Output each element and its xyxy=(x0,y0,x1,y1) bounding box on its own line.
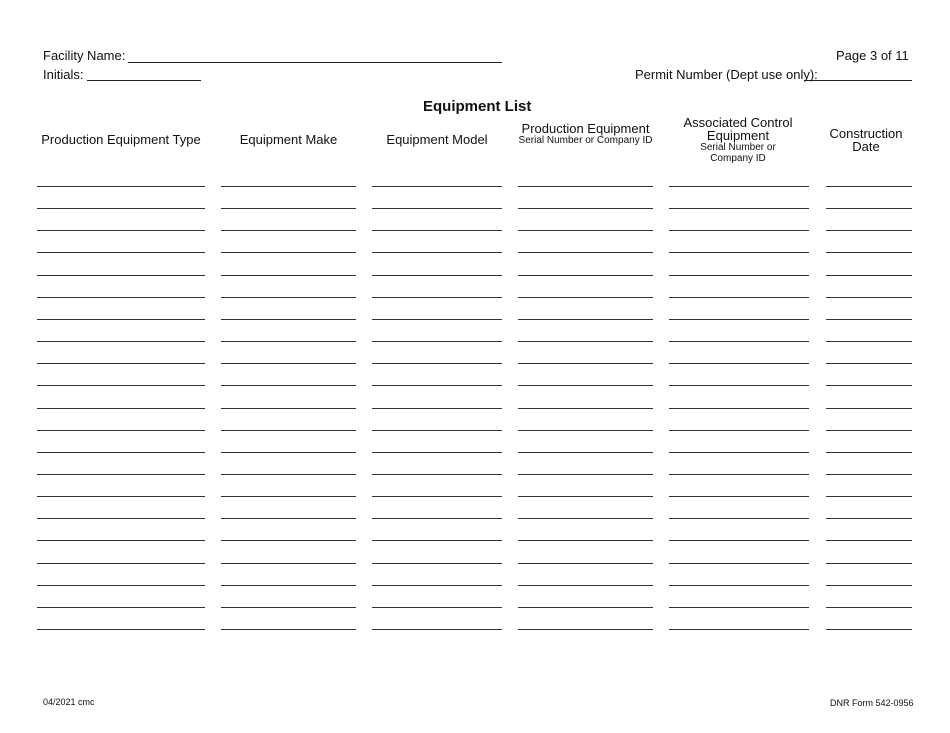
entry-field-row-18-col-2[interactable] xyxy=(221,563,356,564)
entry-field-row-9-col-5[interactable] xyxy=(669,363,809,364)
entry-field-row-17-col-1[interactable] xyxy=(37,540,205,541)
entry-field-row-6-col-5[interactable] xyxy=(669,297,809,298)
entry-field-row-19-col-6[interactable] xyxy=(826,585,912,586)
entry-field-row-5-col-5[interactable] xyxy=(669,275,809,276)
entry-field-row-21-col-4[interactable] xyxy=(518,629,653,630)
entry-field-row-18-col-1[interactable] xyxy=(37,563,205,564)
entry-field-row-2-col-5[interactable] xyxy=(669,208,809,209)
entry-field-row-3-col-5[interactable] xyxy=(669,230,809,231)
entry-field-row-1-col-4[interactable] xyxy=(518,186,653,187)
entry-field-row-4-col-1[interactable] xyxy=(37,252,205,253)
entry-field-row-10-col-4[interactable] xyxy=(518,385,653,386)
entry-field-row-7-col-2[interactable] xyxy=(221,319,356,320)
entry-field-row-5-col-1[interactable] xyxy=(37,275,205,276)
entry-field-row-19-col-4[interactable] xyxy=(518,585,653,586)
entry-field-row-11-col-2[interactable] xyxy=(221,408,356,409)
entry-field-row-11-col-6[interactable] xyxy=(826,408,912,409)
entry-field-row-3-col-2[interactable] xyxy=(221,230,356,231)
entry-field-row-9-col-3[interactable] xyxy=(372,363,502,364)
column-header-sublabel: Serial Number or Company ID xyxy=(518,135,653,146)
entry-field-row-13-col-3[interactable] xyxy=(372,452,502,453)
entry-field-row-15-col-3[interactable] xyxy=(372,496,502,497)
entry-field-row-21-col-3[interactable] xyxy=(372,629,502,630)
entry-field-row-14-col-6[interactable] xyxy=(826,474,912,475)
entry-field-row-8-col-1[interactable] xyxy=(37,341,205,342)
entry-field-row-8-col-5[interactable] xyxy=(669,341,809,342)
entry-field-row-6-col-4[interactable] xyxy=(518,297,653,298)
entry-field-row-19-col-5[interactable] xyxy=(669,585,809,586)
entry-field-row-1-col-5[interactable] xyxy=(669,186,809,187)
entry-field-row-19-col-2[interactable] xyxy=(221,585,356,586)
entry-field-row-20-col-2[interactable] xyxy=(221,607,356,608)
entry-field-row-12-col-5[interactable] xyxy=(669,430,809,431)
entry-field-row-12-col-3[interactable] xyxy=(372,430,502,431)
entry-field-row-6-col-6[interactable] xyxy=(826,297,912,298)
entry-field-row-15-col-1[interactable] xyxy=(37,496,205,497)
entry-field-row-13-col-4[interactable] xyxy=(518,452,653,453)
entry-field-row-6-col-1[interactable] xyxy=(37,297,205,298)
entry-field-row-13-col-2[interactable] xyxy=(221,452,356,453)
entry-field-row-4-col-2[interactable] xyxy=(221,252,356,253)
entry-field-row-5-col-2[interactable] xyxy=(221,275,356,276)
entry-field-row-6-col-2[interactable] xyxy=(221,297,356,298)
entry-field-row-17-col-4[interactable] xyxy=(518,540,653,541)
entry-field-row-12-col-4[interactable] xyxy=(518,430,653,431)
entry-field-row-1-col-2[interactable] xyxy=(221,186,356,187)
entry-field-row-18-col-4[interactable] xyxy=(518,563,653,564)
entry-field-row-10-col-3[interactable] xyxy=(372,385,502,386)
entry-field-row-20-col-4[interactable] xyxy=(518,607,653,608)
entry-field-row-15-col-6[interactable] xyxy=(826,496,912,497)
entry-field-row-14-col-1[interactable] xyxy=(37,474,205,475)
entry-field-row-21-col-2[interactable] xyxy=(221,629,356,630)
entry-field-row-10-col-6[interactable] xyxy=(826,385,912,386)
entry-field-row-5-col-4[interactable] xyxy=(518,275,653,276)
column-header-label: Associated Control Equipment xyxy=(683,115,793,143)
column-header-label: Production Equipment xyxy=(521,121,650,136)
entry-field-row-4-col-3[interactable] xyxy=(372,252,502,253)
entry-field-row-5-col-3[interactable] xyxy=(372,275,502,276)
entry-field-row-14-col-2[interactable] xyxy=(221,474,356,475)
entry-field-row-14-col-5[interactable] xyxy=(669,474,809,475)
entry-field-row-2-col-4[interactable] xyxy=(518,208,653,209)
entry-field-row-10-col-5[interactable] xyxy=(669,385,809,386)
entry-field-row-7-col-4[interactable] xyxy=(518,319,653,320)
entry-field-row-13-col-1[interactable] xyxy=(37,452,205,453)
entry-field-row-1-col-1[interactable] xyxy=(37,186,205,187)
page-title: Equipment List xyxy=(423,98,532,115)
entry-field-row-9-col-1[interactable] xyxy=(37,363,205,364)
entry-field-row-8-col-2[interactable] xyxy=(221,341,356,342)
entry-field-row-20-col-6[interactable] xyxy=(826,607,912,608)
entry-field-row-1-col-3[interactable] xyxy=(372,186,502,187)
column-header-label: Equipment Model xyxy=(386,132,488,147)
entry-field-row-10-col-1[interactable] xyxy=(37,385,205,386)
entry-field-row-16-col-3[interactable] xyxy=(372,518,502,519)
entry-field-row-17-col-5[interactable] xyxy=(669,540,809,541)
entry-field-row-3-col-4[interactable] xyxy=(518,230,653,231)
entry-field-row-7-col-3[interactable] xyxy=(372,319,502,320)
entry-field-row-20-col-3[interactable] xyxy=(372,607,502,608)
column-header-label: Construction Date xyxy=(829,126,903,154)
entry-field-row-21-col-5[interactable] xyxy=(669,629,809,630)
entry-field-row-2-col-6[interactable] xyxy=(826,208,912,209)
entry-field-row-9-col-2[interactable] xyxy=(221,363,356,364)
entry-field-row-4-col-5[interactable] xyxy=(669,252,809,253)
entry-field-row-15-col-4[interactable] xyxy=(518,496,653,497)
entry-field-row-16-col-4[interactable] xyxy=(518,518,653,519)
entry-field-row-16-col-2[interactable] xyxy=(221,518,356,519)
column-header-label: Production Equipment Type xyxy=(41,132,201,147)
entry-field-row-4-col-4[interactable] xyxy=(518,252,653,253)
entry-field-row-16-col-1[interactable] xyxy=(37,518,205,519)
initials-label: Initials: xyxy=(43,67,84,82)
entry-field-row-12-col-2[interactable] xyxy=(221,430,356,431)
entry-field-row-7-col-5[interactable] xyxy=(669,319,809,320)
entry-field-row-12-col-6[interactable] xyxy=(826,430,912,431)
entry-field-row-15-col-5[interactable] xyxy=(669,496,809,497)
entry-field-row-9-col-6[interactable] xyxy=(826,363,912,364)
page-indicator: Page 3 of 11 xyxy=(836,48,909,63)
entry-field-row-11-col-3[interactable] xyxy=(372,408,502,409)
entry-field-row-13-col-5[interactable] xyxy=(669,452,809,453)
entry-field-row-7-col-6[interactable] xyxy=(826,319,912,320)
column-header-sublabel: Serial Number or Company ID xyxy=(700,142,776,164)
entry-field-row-18-col-3[interactable] xyxy=(372,563,502,564)
entry-field-row-19-col-1[interactable] xyxy=(37,585,205,586)
column-header-label: Equipment Make xyxy=(239,132,338,147)
entry-field-row-14-col-3[interactable] xyxy=(372,474,502,475)
entry-field-row-16-col-6[interactable] xyxy=(826,518,912,519)
form-revision-date: 04/2021 cmc xyxy=(43,697,95,707)
entry-field-row-3-col-6[interactable] xyxy=(826,230,912,231)
form-number: DNR Form 542-0956 xyxy=(830,698,914,708)
entry-field-row-16-col-5[interactable] xyxy=(669,518,809,519)
entry-field-row-8-col-4[interactable] xyxy=(518,341,653,342)
entry-field-row-20-col-5[interactable] xyxy=(669,607,809,608)
entry-field-row-2-col-3[interactable] xyxy=(372,208,502,209)
entry-field-row-19-col-3[interactable] xyxy=(372,585,502,586)
entry-field-row-3-col-1[interactable] xyxy=(37,230,205,231)
entry-field-row-11-col-5[interactable] xyxy=(669,408,809,409)
entry-field-row-17-col-3[interactable] xyxy=(372,540,502,541)
entry-field-row-3-col-3[interactable] xyxy=(372,230,502,231)
entry-field-row-18-col-6[interactable] xyxy=(826,563,912,564)
entry-field-row-21-col-6[interactable] xyxy=(826,629,912,630)
entry-field-row-11-col-1[interactable] xyxy=(37,408,205,409)
entry-field-row-5-col-6[interactable] xyxy=(826,275,912,276)
entry-field-row-10-col-2[interactable] xyxy=(221,385,356,386)
entry-field-row-13-col-6[interactable] xyxy=(826,452,912,453)
entry-field-row-9-col-4[interactable] xyxy=(518,363,653,364)
entry-field-row-21-col-1[interactable] xyxy=(37,629,205,630)
permit-number-label: Permit Number (Dept use only): xyxy=(635,67,818,82)
entry-field-row-8-col-6[interactable] xyxy=(826,341,912,342)
entry-field-row-2-col-1[interactable] xyxy=(37,208,205,209)
entry-field-row-7-col-1[interactable] xyxy=(37,319,205,320)
entry-field-row-11-col-4[interactable] xyxy=(518,408,653,409)
entry-field-row-20-col-1[interactable] xyxy=(37,607,205,608)
facility-name-label: Facility Name: xyxy=(43,48,126,63)
entry-field-row-6-col-3[interactable] xyxy=(372,297,502,298)
entry-field-row-8-col-3[interactable] xyxy=(372,341,502,342)
entry-field-row-14-col-4[interactable] xyxy=(518,474,653,475)
entry-field-row-17-col-2[interactable] xyxy=(221,540,356,541)
entry-field-row-12-col-1[interactable] xyxy=(37,430,205,431)
entry-field-row-17-col-6[interactable] xyxy=(826,540,912,541)
entry-field-row-4-col-6[interactable] xyxy=(826,252,912,253)
entry-field-row-2-col-2[interactable] xyxy=(221,208,356,209)
entry-field-row-1-col-6[interactable] xyxy=(826,186,912,187)
entry-field-row-15-col-2[interactable] xyxy=(221,496,356,497)
entry-field-row-18-col-5[interactable] xyxy=(669,563,809,564)
